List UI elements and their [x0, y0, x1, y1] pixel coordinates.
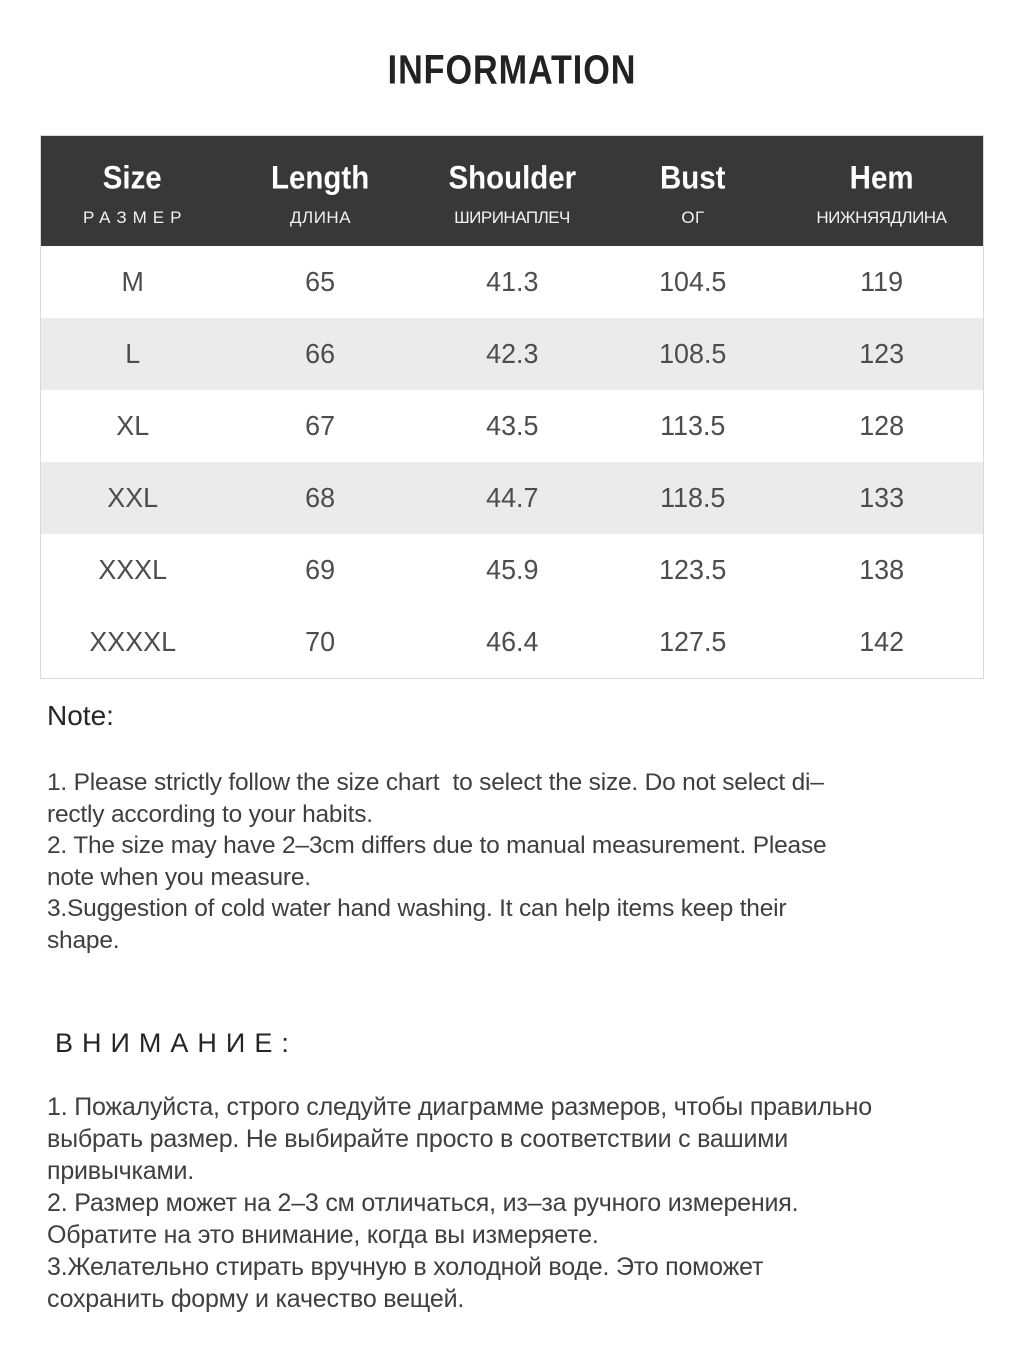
cell-size: XL [115, 409, 149, 441]
cell-length: 65 [305, 265, 336, 297]
column-header-shoulder [418, 136, 607, 246]
cell-bust: 118.5 [660, 481, 726, 513]
column-header-bust [606, 136, 780, 246]
table-header-row [41, 136, 984, 246]
page-title: INFORMATION [387, 48, 637, 94]
note-line-en: shape. [47, 926, 120, 954]
table-row-m [41, 246, 984, 318]
note-line-en: 1. Please strictly follow the size chart to select the size. Do not select di– [47, 769, 824, 796]
cell-bust: 108.5 [659, 337, 727, 369]
cell-length: 66 [305, 337, 336, 369]
notes-heading-russian: ВНИМАНИЕ: [55, 1028, 298, 1058]
column-header-hem-ru: НИЖНЯЯДЛИНА [816, 207, 947, 227]
column-header-hem [780, 136, 984, 246]
column-header-hem-en: Hem [849, 159, 914, 196]
cell-hem: 119 [859, 265, 903, 297]
notes-english [47, 767, 997, 956]
table-row-xxxl [41, 534, 984, 606]
cell-size: XXL [106, 481, 158, 513]
note-line-ru: 3.Желательно стирать вручную в холодной воде. Это поможет [47, 1253, 764, 1281]
column-header-length [223, 136, 417, 246]
cell-shoulder: 41.3 [485, 265, 539, 297]
column-header-length-en: Length [271, 159, 370, 196]
note-line-ru: 1. Пожалуйста, строго следуйте диаграмме размеров, чтобы правильно [47, 1093, 872, 1121]
cell-bust: 104.5 [659, 265, 727, 297]
cell-shoulder: 45.9 [485, 553, 539, 585]
cell-hem: 123 [858, 337, 904, 369]
note-line-ru: сохранить форму и качество вещей. [47, 1285, 465, 1313]
note-line-en: 3.Suggestion of cold water hand washing. It can help items keep their [47, 895, 787, 922]
cell-bust: 113.5 [660, 409, 726, 441]
cell-size: XXXL [97, 553, 167, 585]
column-header-bust-en: Bust [660, 159, 726, 196]
cell-length: 68 [305, 481, 336, 513]
note-line-ru: Обратите на это внимание, когда вы измеряете. [47, 1221, 599, 1249]
cell-bust: 127.5 [659, 625, 727, 657]
cell-size: L [124, 337, 140, 369]
table-row-xxxxl [41, 606, 984, 679]
size-chart-table [40, 135, 984, 679]
cell-shoulder: 42.3 [485, 337, 539, 369]
column-header-bust-ru: ОГ [681, 207, 705, 227]
cell-hem: 128 [858, 409, 904, 441]
cell-size: M [121, 265, 144, 297]
note-line-en: 2. The size may have 2–3cm differs due to manual measurement. Please [47, 832, 827, 859]
table-row-xl [41, 390, 984, 462]
cell-hem: 133 [858, 481, 904, 513]
note-line-ru: выбрать размер. Не выбирайте просто в соответствии с вашими [47, 1125, 789, 1153]
column-header-size-ru: РАЗМЕР [82, 207, 188, 227]
cell-length: 69 [305, 553, 336, 585]
column-header-size-en: Size [102, 159, 162, 196]
cell-length: 67 [305, 409, 336, 441]
note-line-ru: привычками. [47, 1157, 194, 1185]
note-line-en: note when you measure. [47, 863, 311, 891]
cell-shoulder: 46.4 [485, 625, 539, 657]
table-row-xxl [41, 462, 984, 534]
cell-bust: 123.5 [659, 553, 727, 585]
cell-shoulder: 44.7 [485, 481, 539, 513]
cell-shoulder: 43.5 [485, 409, 539, 441]
column-header-shoulder-ru: ШИРИНАПЛЕЧ [454, 207, 570, 227]
notes-heading-english: Note: [47, 700, 114, 731]
note-line-en: rectly according to your habits. [47, 800, 373, 828]
note-line-ru: 2. Размер может на 2–3 см отличаться, из–за ручного измерения. [47, 1189, 799, 1217]
notes-russian [47, 1091, 997, 1315]
column-header-shoulder-en: Shoulder [448, 159, 576, 196]
column-header-size [41, 136, 224, 246]
cell-hem: 142 [858, 625, 904, 657]
column-header-length-ru: ДЛИНА [290, 207, 352, 227]
table-row-l [41, 318, 984, 390]
cell-size: XXXXL [88, 625, 176, 657]
cell-length: 70 [305, 625, 336, 657]
cell-hem: 138 [858, 553, 904, 585]
